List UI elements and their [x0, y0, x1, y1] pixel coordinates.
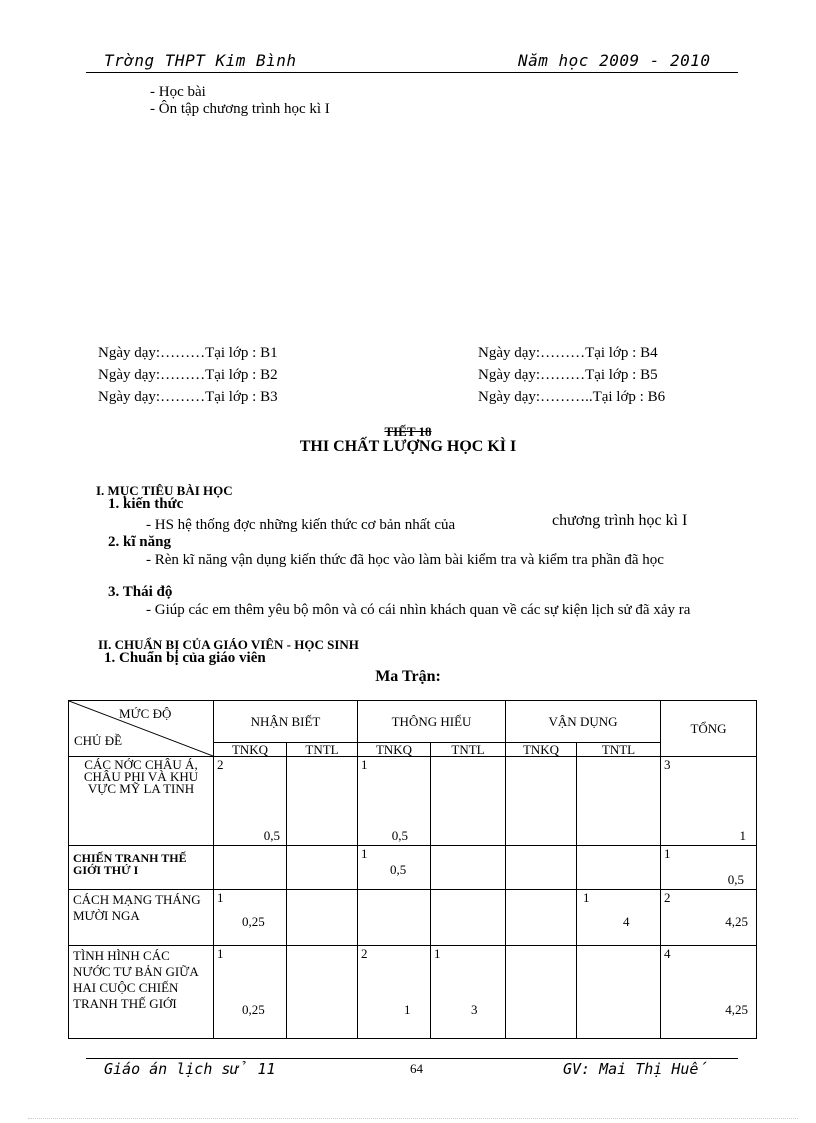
cell-count	[431, 846, 506, 890]
cell-count	[431, 757, 506, 846]
cell-count	[214, 946, 287, 1039]
page-number: 64	[410, 1061, 423, 1076]
cell-count	[358, 757, 431, 846]
matrix-corner-cell	[69, 701, 214, 757]
cell-question-count: 1	[583, 890, 590, 905]
prev-item-1: - Học bài	[150, 84, 206, 100]
cell-score: 1	[404, 1002, 411, 1017]
cell-count	[358, 846, 431, 890]
matrix-table	[68, 700, 757, 1039]
sub-recognize-tntl: TNTL	[287, 743, 358, 757]
cell-count	[431, 890, 506, 946]
cell-question-count: 1	[361, 846, 368, 861]
schedule-right-2: Ngày dạy:………Tại lớp : B5	[478, 367, 658, 383]
cell-question-count: 2	[361, 946, 368, 961]
cell-count	[661, 846, 757, 890]
cell-question-count: 1	[664, 846, 671, 861]
cell-count	[358, 946, 431, 1039]
knowledge-text-a: - HS hệ thống đợc những kiến thức cơ bản nhất của	[146, 517, 456, 533]
cell-score: 1	[739, 828, 747, 843]
cell-count	[214, 890, 287, 946]
cell-score: 0,5	[391, 828, 408, 843]
cell-count	[577, 757, 661, 846]
school-year: Năm học 2009 - 2010	[518, 51, 711, 70]
header-rule	[86, 72, 738, 73]
footer-teacher: GV: Mai Thị Huế	[563, 1060, 708, 1078]
topic-cell: CÁCH MẠNG THÁNG MƯỜI NGA	[69, 890, 214, 946]
cell-score: 0,25	[242, 1002, 265, 1017]
topic-cell: TÌNH HÌNH CÁC NƯỚC TƯ BẢN GIỮA HAI CUỘC CHIẾN TRANH THẾ GIỚI	[69, 946, 214, 1039]
sub-understand-tnkq: TNKQ	[358, 743, 431, 757]
cell-count	[577, 890, 661, 946]
section-1-heading: I. MỤC TIÊU BÀI HỌC	[96, 483, 233, 498]
footer-rule	[86, 1058, 738, 1059]
cell-count	[431, 946, 506, 1039]
teacher-prep-heading: 1. Chuẩn bị của giáo viên	[104, 650, 266, 666]
cell-score: 0,5	[390, 862, 407, 877]
cell-score: 4,25	[725, 1002, 749, 1017]
cell-question-count: 1	[434, 946, 441, 961]
sub-apply-tntl: TNTL	[577, 743, 661, 757]
schedule-right-3: Ngày dạy:………..Tại lớp : B6	[478, 389, 666, 405]
cell-question-count: 3	[664, 757, 671, 772]
section-2-heading: II. CHUẨN BỊ CỦA GIÁO VIÊN - HỌC SINH	[98, 637, 359, 652]
cell-count	[214, 846, 287, 890]
lesson-title: THI CHẤT LƯỢNG HỌC KÌ I	[299, 438, 517, 455]
table-row	[69, 946, 757, 1039]
sub-apply-tnkq: TNKQ	[506, 743, 577, 757]
attitude-heading: 3. Thái độ	[108, 584, 173, 600]
attitude-text: - Giúp các em thêm yêu bộ môn và có cái nhìn khách quan về các sự kiện lịch sử đã xảy ra	[146, 602, 691, 618]
topic-cell: CHIẾN TRANH THẾ GIỚI THỨ I	[69, 846, 214, 890]
cell-count	[661, 946, 757, 1039]
school-name: Trờng THPT Kim Bình	[104, 51, 297, 70]
level-apply: VẬN DỤNG	[506, 701, 661, 743]
cell-count	[506, 846, 577, 890]
level-total: TỔNG	[661, 701, 757, 757]
corner-level-label: MỨC ĐỘ	[119, 706, 172, 721]
sub-understand-tntl: TNTL	[431, 743, 506, 757]
cell-count	[358, 890, 431, 946]
cell-score: 0,5	[727, 872, 745, 887]
cell-question-count: 1	[361, 757, 368, 772]
sub-recognize-tnkq: TNKQ	[214, 743, 287, 757]
cell-question-count: 4	[664, 946, 671, 961]
cell-count	[506, 890, 577, 946]
cell-score: 0,5	[263, 828, 280, 843]
cell-question-count: 2	[664, 890, 671, 905]
table-row	[69, 846, 757, 890]
footer-course: Giáo án lịch sử 11	[104, 1060, 276, 1078]
table-row	[69, 890, 757, 946]
topic-cell: CÁC NỚC CHÂU Á, CHÂU PHI VÀ KHU VỰC MỸ LA TINH	[69, 757, 214, 846]
cell-count	[214, 757, 287, 846]
schedule-right-1: Ngày dạy:………Tại lớp : B4	[478, 345, 658, 361]
level-understand: THÔNG HIỂU	[358, 701, 506, 743]
cell-score: 3	[471, 1002, 478, 1017]
matrix-title: Ma Trận:	[375, 668, 441, 685]
cell-count	[287, 890, 358, 946]
cell-score: 0,25	[242, 914, 265, 929]
page-edge	[28, 1118, 798, 1119]
cell-question-count: 1	[217, 946, 224, 961]
cell-count	[577, 846, 661, 890]
cell-count	[287, 757, 358, 846]
skills-heading: 2. kĩ năng	[108, 534, 171, 550]
cell-question-count: 2	[217, 757, 224, 772]
schedule-left-1: Ngày dạy:………Tại lớp : B1	[98, 345, 278, 361]
cell-count	[506, 757, 577, 846]
cell-question-count: 1	[217, 890, 224, 905]
schedule-left-2: Ngày dạy:………Tại lớp : B2	[98, 367, 278, 383]
cell-score: 4,25	[725, 914, 749, 929]
skills-text: - Rèn kĩ năng vận dụng kiến thức đã học vào làm bài kiểm tra và kiểm tra phần đã học	[146, 552, 664, 568]
prev-item-2: - Ôn tập chương trình học kì I	[150, 101, 330, 117]
cell-count	[577, 946, 661, 1039]
corner-topic-label: CHỦ ĐỀ	[74, 733, 123, 748]
cell-count	[661, 890, 757, 946]
lesson-number: TIẾT 18	[384, 424, 432, 439]
table-row	[69, 757, 757, 846]
cell-count	[661, 757, 757, 846]
schedule-left-3: Ngày dạy:………Tại lớp : B3	[98, 389, 278, 405]
cell-score: 4	[623, 914, 630, 929]
cell-count	[287, 846, 358, 890]
knowledge-text-b: chương trình học kì I	[552, 512, 688, 529]
cell-count	[506, 946, 577, 1039]
cell-count	[287, 946, 358, 1039]
level-recognize: NHẬN BIẾT	[214, 701, 358, 743]
knowledge-heading: 1. kiến thức	[108, 496, 184, 512]
